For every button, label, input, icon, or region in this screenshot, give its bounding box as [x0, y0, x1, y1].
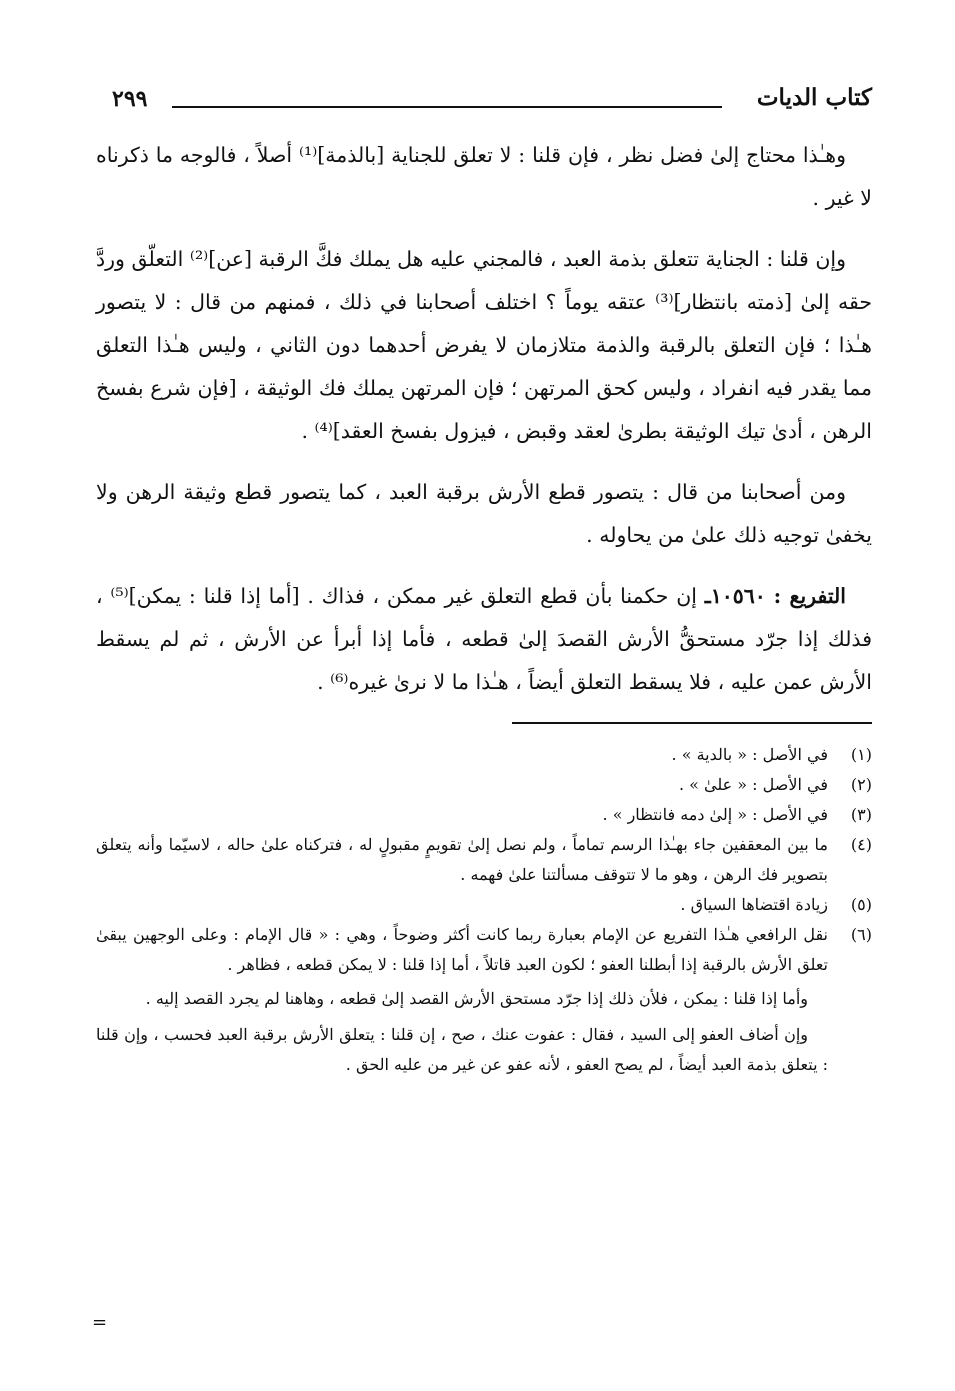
footnote-item	[96, 770, 872, 800]
footnote-number: (٤)	[850, 835, 872, 854]
footnotes	[96, 740, 872, 1080]
footnote-item	[96, 800, 872, 830]
footnote-text: في الأصل : « علىٰ » .	[678, 775, 828, 794]
footnote-text: نقل الرافعي هـٰذا التفريع عن الإمام بعبارة ربما كانت أكثر وضوحاً ، وهي : « قال الإمام : وعلى الوجهين يبقىٰ تعلق الأرش بالرقبة إذا أبطلنا العفو ؛ لكون العبد قاتلاً ، أما إذا قلنا : لا يمكن قطعه ، فظاهر .	[96, 925, 828, 974]
footnote-number: (٢)	[850, 775, 872, 794]
footnote-text: في الأصل : « بالدية » .	[671, 745, 828, 764]
footnote-text: في الأصل : « إلىٰ دمه فانتظار » .	[602, 805, 828, 824]
paragraph-3: ومن أصحابنا من قال : يتصور قطع الأرش برقبة العبد ، كما يتصور قطع وثيقة الرهن ولا يخفىٰ توجيه ذلك علىٰ من يحاوله .	[96, 480, 872, 547]
footnote-item	[96, 890, 872, 920]
document-page	[96, 80, 872, 1086]
footnote-number: (٣)	[850, 805, 872, 824]
paragraph-2: وإن قلنا : الجناية تتعلق بذمة العبد ، فالمجني عليه هل يملك فكَّ الرقبة [عن]⁽²⁾ التعلّق وردَّ حقه إلىٰ [ذمته بانتظار]⁽³⁾ عتقه يوماً ؟ اختلف أصحابنا في ذلك ، فمنهم من قال : لا يتصور هـٰذا ؛ فإن التعلق بالرقبة والذمة متلازمان لا يفرض أحدهما دون الثاني ، وليس هـٰذا التعلق مما يقدر فيه انفراد ، وليس كحق المرتهن ؛ فإن المرتهن يملك فك الوثيقة ، [فإن شرع بفسخ الرهن ، أدىٰ تيك الوثيقة بطرىٰ لعقد وقبض ، فيزول بفسخ العقد]⁽⁴⁾ .	[96, 247, 872, 443]
main-text	[96, 134, 872, 704]
footer-mark: =	[92, 1312, 108, 1333]
footnote-continuation: وإن أضاف العفو إلى السيد ، فقال : عفوت عنك ، صح ، إن قلنا : يتعلق الأرش برقبة العبد فحسب ، وإن قلنا : يتعلق بذمة العبد أيضاً ، لم يصح العفو ، لأنه عفو عن غير من عليه الحق .	[96, 1025, 828, 1074]
paragraph-4-text: إن حكمنا بأن قطع التعلق غير ممكن ، فذاك . [أما إذا قلنا : يمكن]⁽⁵⁾ ، فذلك إذا جرّد مستحقُّ الأرش القصدَ إلىٰ قطعه ، فأما إذا أبرأ عن الأرش ، ثم لم يسقط الأرش عمن عليه ، فلا يسقط التعلق أيضاً ، هـٰذا ما لا نرىٰ غيره⁽⁶⁾ .	[96, 584, 872, 694]
paragraph-4	[96, 575, 872, 704]
footnote-number: (٦)	[850, 925, 872, 944]
footnote-continuation: وأما إذا قلنا : يمكن ، فلأن ذلك إذا جرّد مستحق الأرش القصد إلىٰ قطعه ، وهاهنا لم يجرد القصد إليه .	[145, 989, 808, 1008]
page-number: ٢٩٩	[112, 86, 148, 112]
footnote-number: (١)	[850, 745, 872, 764]
tafri-heading: التفريع :	[773, 584, 846, 608]
header-rule	[172, 106, 722, 108]
book-title: كتاب الديات	[756, 84, 872, 111]
issue-number: ١٠٥٦٠ـ	[704, 584, 766, 608]
footnote-number: (٥)	[850, 895, 872, 914]
footnote-item	[96, 830, 872, 890]
footnote-item	[96, 740, 872, 770]
footnote-item	[96, 920, 872, 980]
footnote-text: زيادة اقتضاها السياق .	[680, 895, 828, 914]
footnote-separator	[512, 722, 872, 724]
footnote-text: ما بين المعقفين جاء بهـٰذا الرسم تماماً ، ولم نصل إلىٰ تقويمٍ مقبولٍ له ، فتركناه علىٰ حاله ، لاسيّما وأنه يتعلق بتصوير فك الرهن ، وهو ما لا تتوقف مسألتنا علىٰ فهمه .	[96, 835, 828, 884]
running-header	[96, 80, 872, 120]
paragraph-1: وهـٰذا محتاج إلىٰ فضل نظر ، فإن قلنا : لا تعلق للجناية [بالذمة]⁽¹⁾ أصلاً ، فالوجه ما ذكرناه لا غير .	[96, 143, 872, 210]
